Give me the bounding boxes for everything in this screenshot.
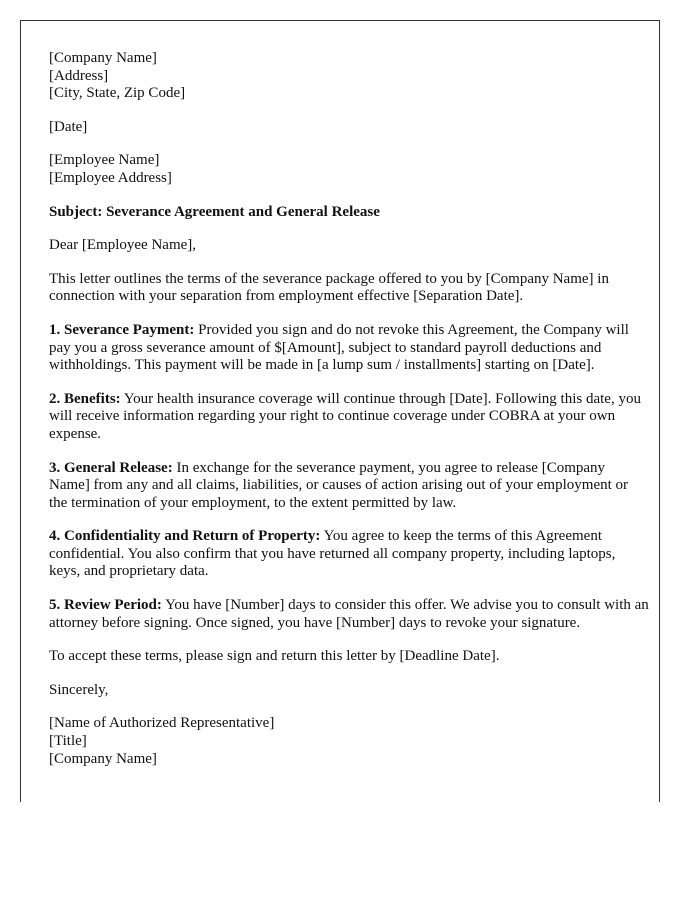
section-severance-payment	[49, 322, 649, 375]
signatory-title: [Title]	[49, 733, 87, 750]
section-review-period	[49, 597, 649, 632]
section-heading: 4. Confidentiality and Return of Property:	[49, 528, 321, 545]
intro-paragraph: This letter outlines the terms of the severance package offered to you by [Company Name] in connection with your separation from employment effective [Separation Date].	[49, 270, 609, 305]
section-heading: 5. Review Period:	[49, 597, 162, 614]
sender-address: [Address]	[49, 67, 109, 84]
closing-instruction: To accept these terms, please sign and return this letter by [Deadline Date].	[49, 648, 500, 665]
letter-page	[20, 20, 660, 802]
section-benefits	[49, 391, 649, 444]
recipient-address: [Employee Address]	[49, 169, 172, 186]
salutation: Dear [Employee Name],	[49, 237, 197, 254]
section-text: In exchange for the severance payment, you agree to release [Company Name] from any and all claims, liabilities, or causes of action arising out of your employment or the termination of your employment, to the extent permitted by law.	[49, 459, 629, 511]
section-text: You have [Number] days to consider this offer. We advise you to consult with an attorney before signing. Once signed, you have [Number] days to revoke your signature.	[49, 597, 649, 631]
recipient-name: [Employee Name]	[49, 152, 160, 169]
signatory-company-clipped: [Company Name]	[49, 750, 157, 767]
signature-block	[49, 715, 649, 768]
letter-date: [Date]	[49, 118, 88, 135]
section-text: Provided you sign and do not revoke this Agreement, the Company will pay you a gross severance amount of $[Amount], subject to standard payroll deductions and withholdings. This payment will be made in [a lump sum / installments] starting on [Date].	[49, 321, 629, 374]
signatory-name: [Name of Authorized Representative]	[49, 715, 275, 732]
section-text: You agree to keep the terms of this Agreement confidential. You also confirm that you have returned all company property, including laptops, keys, and proprietary data.	[49, 528, 616, 580]
section-heading: 2. Benefits:	[49, 390, 121, 407]
section-heading: 1. Severance Payment:	[49, 321, 195, 338]
section-heading: 3. General Release:	[49, 459, 173, 476]
sender-company-name: [Company Name]	[49, 50, 157, 66]
section-confidentiality	[49, 528, 649, 581]
sender-block	[49, 50, 649, 103]
subject-line: Subject: Severance Agreement and General Release	[49, 203, 380, 220]
severance-letter	[49, 50, 649, 784]
section-text: Your health insurance coverage will continue through [Date]. Following this date, you will receive information regarding your right to continue coverage under COBRA at your own expense.	[49, 390, 641, 442]
sender-city-state-zip: [City, State, Zip Code]	[49, 85, 186, 102]
section-general-release	[49, 460, 649, 513]
closing: Sincerely,	[49, 681, 109, 698]
date-block	[49, 119, 649, 137]
recipient-block	[49, 152, 649, 187]
